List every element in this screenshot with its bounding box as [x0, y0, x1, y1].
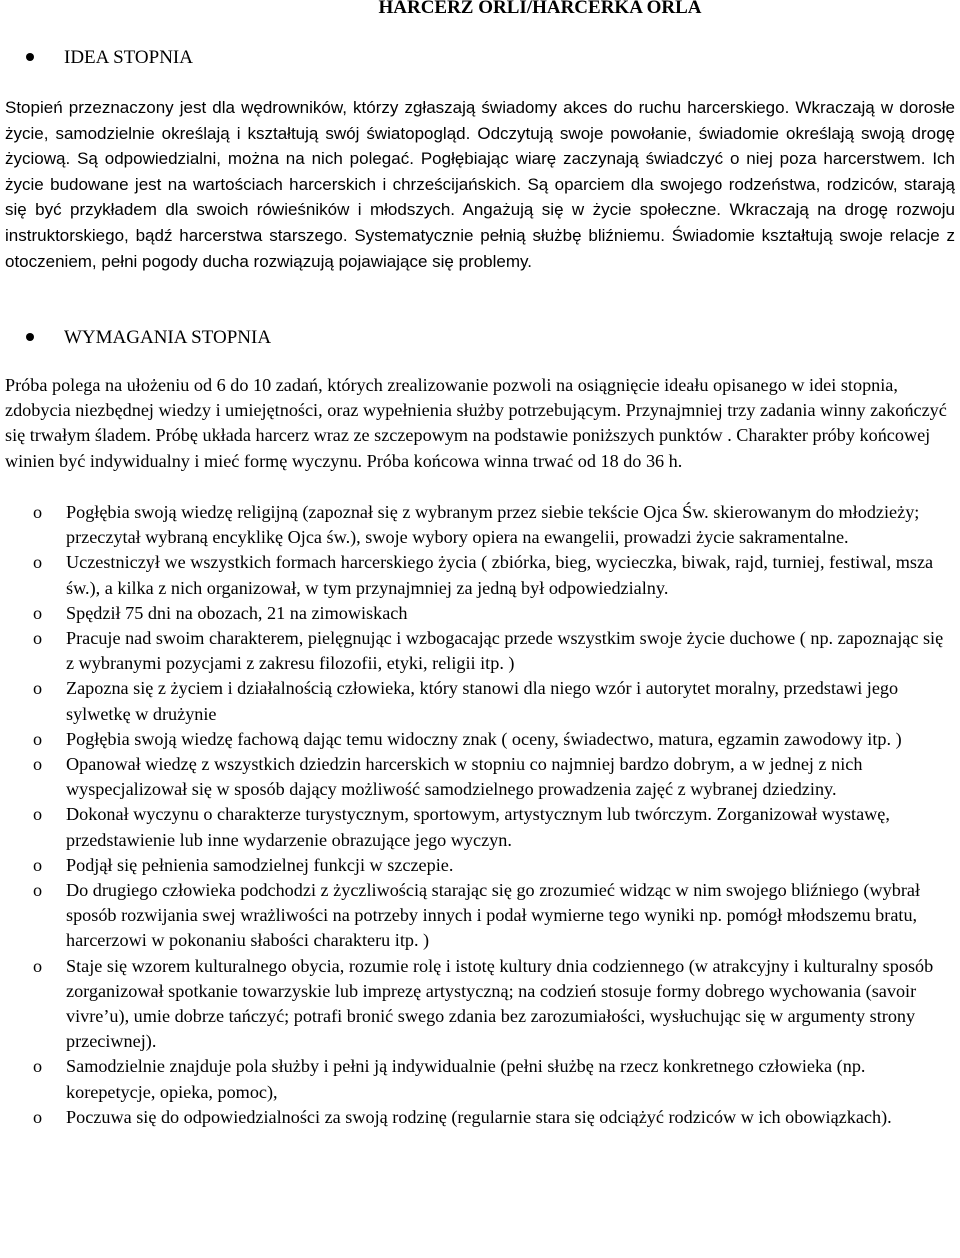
list-item: [0, 500, 955, 550]
list-marker: o: [33, 502, 43, 522]
list-item: [0, 601, 955, 626]
list-item: [0, 853, 955, 878]
list-marker: o: [33, 678, 43, 699]
list-item: [0, 1054, 955, 1104]
list-marker: o: [33, 1106, 43, 1127]
idea-paragraph: Stopień przeznaczony jest dla wędrowników, którzy zgłaszają świadomy akces do ruchu harcerskiego. Wkraczają w dorosłe życie, samodzielnie określają i kształtują swój światopogląd. Odczytują swoje powołanie, świadomie określają swoją drogę życiową. Są odpowiedzialni, można na nich polegać. Pogłębiając wiarę zaczynają świadczyć o niej poza harcerstwem. Ich życie budowane jest na wartościach harcerskich i chrześcijańskich. Są oparciem dla swojego rodzeństwa, rodziców, starają się być przykładem dla swoich rówieśników i młodszych. Angażują się w życie społeczne. Wkraczają na drogę rozwoju instruktorskiego, bądź harcerstwa starszego. Systematycznie pełnią służbę bliźniemu. Świadomie kształtują swoje relacje z otoczeniem, pełni pogody ducha rozwiązują pojawiające się problemy.: [5, 98, 955, 271]
list-item-text: Poczuwa się do odpowiedzialności za swoją rodzinę (regularnie stara się odciążyć rodziców w ich obowiązkach).: [66, 1106, 892, 1127]
list-item-text: Uczestniczył we wszystkich formach harcerskiego życia ( zbiórka, bieg, wycieczka, biwak, rajd, turniej, festiwal, msza św.), a kilka z nich organizował, w tym przynajmniej za jedną był odpowiedzialny.: [66, 552, 934, 598]
bullet-icon: [26, 333, 34, 341]
requirements-heading-text: WYMAGANIA STOPNIA: [64, 327, 272, 348]
list-marker: o: [33, 955, 43, 976]
list-item-text: Do drugiego człowieka podchodzi z życzliwością starając się go zrozumieć widząc w nim swojego bliźniego (wybrał sposób rozwijania swej wrażliwości na potrzeby innych i podał wymierne tego wyniki np. pomógł młodszemu bratu, harcerzowi w pokonaniu słabości charakteru itp. ): [66, 880, 920, 951]
list-item: [0, 878, 955, 954]
section-heading-idea: [26, 46, 193, 70]
list-marker: o: [33, 880, 43, 901]
list-item-text: Spędził 75 dni na obozach, 21 na zimowiskach: [66, 602, 408, 623]
list-marker: o: [33, 754, 43, 775]
section-heading-requirements: [26, 326, 271, 350]
list-item: [0, 727, 955, 752]
list-item-text: Dokonał wyczynu o charakterze turystycznym, sportowym, artystycznym lub twórczym. Zorganizował wystawę, przedstawienie lub inne wydarzenie obrazujące jego wyczyn.: [66, 804, 890, 850]
list-marker: o: [33, 628, 43, 649]
list-item: [0, 752, 955, 802]
document-title: HARCERZ ORLI/HARCERKA ORLA: [378, 0, 702, 18]
list-item: [0, 676, 955, 726]
list-marker: o: [33, 804, 43, 825]
requirements-list: [0, 500, 955, 1130]
list-item: [0, 954, 955, 1055]
requirements-intro: Próba polega na ułożeniu od 6 do 10 zadań, których zrealizowanie pozwoli na osiągnięcie ideału opisanego w idei stopnia, zdobycia niezbędnej wiedzy i umiejętności, oraz wypełnienia służby potrzebującym. Przynajmniej trzy zadania winny zakończyć się trwałym śladem. Próbę układa harcerz wraz ze szczepowym na podstawie poniższych punktów . Charakter próby końcowej winien być indywidualny i mieć formę wyczynu. Próba końcowa winna trwać od 18 do 36 h.: [5, 375, 947, 471]
bullet-icon: [26, 53, 34, 61]
list-item-text: Podjął się pełnienia samodzielnej funkcji w szczepie.: [66, 854, 454, 875]
list-item: [0, 550, 955, 600]
list-marker: o: [33, 854, 43, 875]
list-marker: o: [33, 1056, 43, 1077]
list-item: [0, 626, 955, 676]
list-marker: o: [33, 728, 43, 749]
list-item-text: Pogłębia swoją wiedzę religijną (zapoznał się z wybranym przez siebie tekście Ojca Św. skierowanym do młodzieży; przeczytał wybraną encyklikę Ojca św.), swoje wybory opiera na ewangelii, prowadzi życie sakramentalne.: [66, 502, 920, 548]
list-item-text: Staje się wzorem kulturalnego obycia, rozumie rolę i istotę kultury dnia codziennego (w atrakcyjny i kulturalny sposób zorganizował spotkanie towarzyskie lub imprezę artystyczną; na codzień stosuje formy dobrego wychowania (savoir vivre’u), umie dobrze tańczyć; potrafi bronić swego zdania bez zarozumiałości, wysłuchując się w argumenty strony przeciwnej).: [66, 955, 934, 1052]
list-marker: o: [33, 552, 43, 573]
idea-heading-text: IDEA STOPNIA: [64, 47, 193, 68]
list-item-text: Opanował wiedzę z wszystkich dziedzin harcerskich w stopniu co najmniej bardzo dobrym, a w jednej z nich wyspecjalizował się w sposób dający możliwość samodzielnego prowadzenia zajęć z wybranej dziedziny.: [66, 754, 863, 800]
list-item: [0, 802, 955, 852]
list-item-text: Pogłębia swoją wiedzę fachową dając temu widoczny znak ( oceny, świadectwo, matura, egzamin zawodowy itp. ): [66, 728, 902, 749]
list-item: [0, 1105, 955, 1130]
list-item-text: Pracuje nad swoim charakterem, pielęgnując i wzbogacając przede wszystkim swoje życie duchowe ( np. zapoznając się z wybranymi pozycjami z zakresu filozofii, etyki, religii itp. ): [66, 628, 944, 674]
list-item-text: Zapozna się z życiem i działalnością człowieka, który stanowi dla niego wzór i autorytet moralny, przedstawi jego sylwetkę w drużynie: [66, 678, 899, 724]
list-item-text: Samodzielnie znajduje pola służby i pełni ją indywidualnie (pełni służbę na rzecz konkretnego człowieka (np. korepetycje, opieka, pomoc),: [66, 1056, 866, 1102]
list-marker: o: [33, 602, 43, 623]
